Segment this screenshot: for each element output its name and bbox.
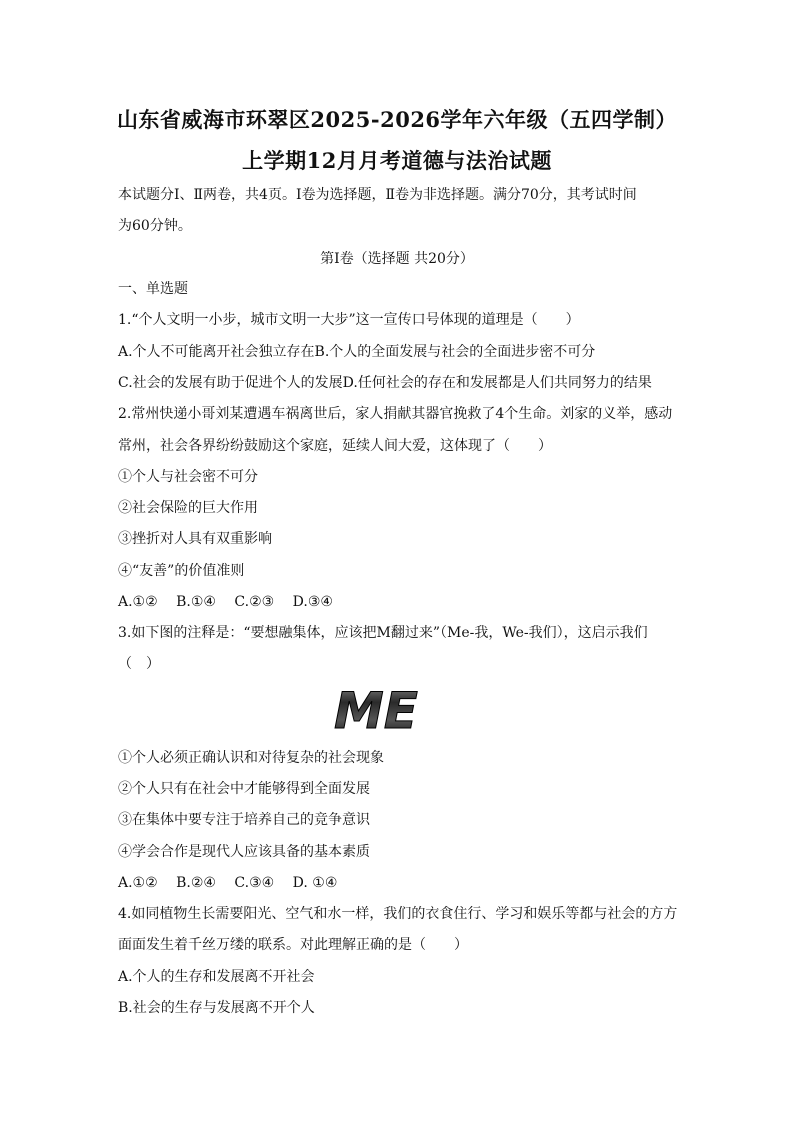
q3-item2: ②个人只有在社会中才能够得到全面发展 <box>118 781 370 797</box>
q2-choice-d: D.③④ <box>292 594 333 610</box>
intro-line2: 为60分钟。 <box>118 218 192 234</box>
me-logo-image <box>330 682 460 738</box>
q3-choice-d: D. ①④ <box>292 875 338 891</box>
q2-stem-line2: 常州，社会各界纷纷鼓励这个家庭，延续人间大爱，这体现了（ ） <box>118 438 552 454</box>
q3-item4: ④学会合作是现代人应该具备的基本素质 <box>118 844 370 860</box>
q3-item1: ①个人必须正确认识和对待复杂的社会现象 <box>118 750 384 766</box>
q3-choice-c: C.③④ <box>234 875 275 891</box>
q3-stem-line1: 3.如下图的注释是：“要想融集体，应该把M翻过来”（Me-我，We-我们），这启示我们 <box>118 625 648 641</box>
me-logo-svg <box>330 682 460 738</box>
exam-title-line2: 上学期12月月考道德与法治试题 <box>242 148 552 173</box>
q2-stem-line1: 2.常州快递小哥刘某遭遇车祸离世后，家人捐献其器官挽救了4个生命。刘家的义举，感动 <box>118 406 673 422</box>
q4-stem-line2: 面面发生着千丝万缕的联系。对此理解正确的是（ ） <box>118 937 468 953</box>
q4-option-b: B.社会的生存与发展离不开个人 <box>118 1000 315 1016</box>
q2-choices <box>118 593 347 611</box>
q2-choice-b: B.①④ <box>176 594 216 610</box>
q2-item1: ①个人与社会密不可分 <box>118 469 258 485</box>
exam-title-line1: 山东省威海市环翠区2025-2026学年六年级（五四学制） <box>116 107 678 132</box>
q1-stem: 1.“个人文明一小步，城市文明一大步”这一宣传口号体现的道理是（ ） <box>118 312 580 328</box>
q3-item3: ③在集体中要专注于培养自己的竞争意识 <box>118 812 370 828</box>
q1-options-line2: C.社会的发展有助于促进个人的发展D.任何社会的存在和发展都是人们共同努力的结果 <box>118 375 652 391</box>
section-heading: 一、单选题 <box>118 281 188 297</box>
q3-choices <box>118 874 351 892</box>
q2-choice-a: A.①② <box>118 594 158 610</box>
q4-option-a: A.个人的生存和发展离不开社会 <box>118 969 315 985</box>
intro-line1: 本试题分Ⅰ、Ⅱ两卷，共4页。Ⅰ卷为选择题，Ⅱ卷为非选择题。满分70分，其考试时间 <box>118 187 637 203</box>
q3-stem-line2: （ ） <box>118 656 160 672</box>
part-heading: 第Ⅰ卷（选择题 共20分） <box>320 251 474 267</box>
q3-choice-a: A.①② <box>118 875 158 891</box>
q2-choice-c: C.②③ <box>234 594 275 610</box>
me-logo-text: ME <box>334 682 418 738</box>
q4-stem-line1: 4.如同植物生长需要阳光、空气和水一样，我们的衣食住行、学习和娱乐等都与社会的方方 <box>118 906 678 922</box>
q1-options-line1: A.个人不可能离开社会独立存在B.个人的全面发展与社会的全面进步密不可分 <box>118 344 596 360</box>
q2-item4: ④“友善”的价值准则 <box>118 563 245 579</box>
q3-choice-b: B.②④ <box>176 875 216 891</box>
q2-item2: ②社会保险的巨大作用 <box>118 500 258 516</box>
q2-item3: ③挫折对人具有双重影响 <box>118 531 272 547</box>
